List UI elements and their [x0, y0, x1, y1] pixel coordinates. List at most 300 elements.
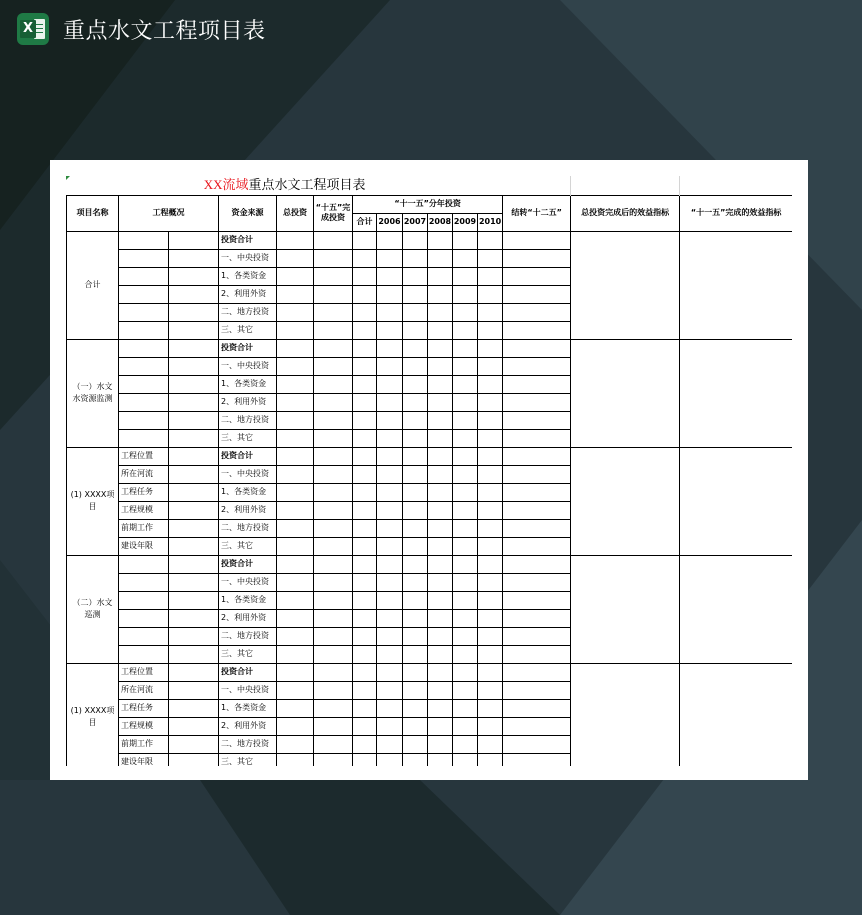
value-cell[interactable] [478, 375, 503, 393]
overview-value-cell[interactable] [169, 465, 219, 483]
value-cell[interactable] [314, 663, 353, 681]
overview-value-cell[interactable] [169, 699, 219, 717]
value-cell[interactable] [314, 735, 353, 753]
value-cell[interactable] [403, 321, 428, 339]
value-cell[interactable] [314, 609, 353, 627]
value-cell[interactable] [428, 573, 453, 591]
value-cell[interactable] [428, 393, 453, 411]
value-cell[interactable] [314, 231, 353, 249]
value-cell[interactable] [314, 249, 353, 267]
value-cell[interactable] [277, 645, 314, 663]
value-cell[interactable] [377, 609, 403, 627]
value-cell[interactable] [478, 519, 503, 537]
value-cell[interactable] [503, 357, 571, 375]
value-cell[interactable] [377, 663, 403, 681]
overview-value-cell[interactable] [169, 249, 219, 267]
value-cell[interactable] [503, 609, 571, 627]
value-cell[interactable] [314, 465, 353, 483]
effect-11-5-cell[interactable] [680, 231, 792, 339]
effect-11-5-cell[interactable] [680, 663, 792, 766]
value-cell[interactable] [503, 483, 571, 501]
value-cell[interactable] [277, 627, 314, 645]
value-cell[interactable] [403, 681, 428, 699]
value-cell[interactable] [428, 285, 453, 303]
value-cell[interactable] [353, 375, 377, 393]
value-cell[interactable] [314, 285, 353, 303]
value-cell[interactable] [277, 393, 314, 411]
value-cell[interactable] [377, 753, 403, 766]
value-cell[interactable] [277, 555, 314, 573]
value-cell[interactable] [403, 483, 428, 501]
value-cell[interactable] [314, 483, 353, 501]
value-cell[interactable] [377, 681, 403, 699]
value-cell[interactable] [403, 555, 428, 573]
value-cell[interactable] [403, 429, 428, 447]
value-cell[interactable] [314, 393, 353, 411]
value-cell[interactable] [314, 321, 353, 339]
value-cell[interactable] [503, 681, 571, 699]
value-cell[interactable] [403, 591, 428, 609]
value-cell[interactable] [377, 339, 403, 357]
value-cell[interactable] [314, 681, 353, 699]
value-cell[interactable] [503, 537, 571, 555]
value-cell[interactable] [377, 267, 403, 285]
value-cell[interactable] [503, 447, 571, 465]
value-cell[interactable] [428, 753, 453, 766]
value-cell[interactable] [277, 699, 314, 717]
value-cell[interactable] [503, 573, 571, 591]
value-cell[interactable] [503, 231, 571, 249]
value-cell[interactable] [277, 591, 314, 609]
value-cell[interactable] [478, 699, 503, 717]
value-cell[interactable] [403, 663, 428, 681]
value-cell[interactable] [453, 537, 478, 555]
value-cell[interactable] [453, 519, 478, 537]
value-cell[interactable] [277, 285, 314, 303]
overview-value-cell[interactable] [169, 519, 219, 537]
overview-value-cell[interactable] [169, 735, 219, 753]
overview-value-cell[interactable] [169, 501, 219, 519]
value-cell[interactable] [277, 231, 314, 249]
value-cell[interactable] [377, 393, 403, 411]
value-cell[interactable] [503, 699, 571, 717]
value-cell[interactable] [503, 321, 571, 339]
value-cell[interactable] [377, 537, 403, 555]
value-cell[interactable] [403, 717, 428, 735]
value-cell[interactable] [453, 609, 478, 627]
value-cell[interactable] [428, 663, 453, 681]
value-cell[interactable] [503, 627, 571, 645]
value-cell[interactable] [314, 429, 353, 447]
effect-11-5-cell[interactable] [680, 447, 792, 555]
value-cell[interactable] [277, 339, 314, 357]
value-cell[interactable] [314, 357, 353, 375]
value-cell[interactable] [478, 591, 503, 609]
value-cell[interactable] [428, 591, 453, 609]
value-cell[interactable] [428, 321, 453, 339]
value-cell[interactable] [428, 357, 453, 375]
value-cell[interactable] [277, 717, 314, 735]
value-cell[interactable] [503, 645, 571, 663]
value-cell[interactable] [277, 267, 314, 285]
value-cell[interactable] [428, 465, 453, 483]
value-cell[interactable] [428, 339, 453, 357]
value-cell[interactable] [377, 303, 403, 321]
value-cell[interactable] [377, 411, 403, 429]
overview-value-cell[interactable] [169, 447, 219, 465]
value-cell[interactable] [503, 393, 571, 411]
overview-value-cell[interactable] [169, 645, 219, 663]
value-cell[interactable] [503, 267, 571, 285]
value-cell[interactable] [377, 555, 403, 573]
effect-total-cell[interactable] [571, 447, 680, 555]
value-cell[interactable] [277, 429, 314, 447]
value-cell[interactable] [478, 573, 503, 591]
value-cell[interactable] [353, 231, 377, 249]
value-cell[interactable] [478, 231, 503, 249]
value-cell[interactable] [453, 393, 478, 411]
value-cell[interactable] [453, 303, 478, 321]
overview-value-cell[interactable] [169, 303, 219, 321]
value-cell[interactable] [453, 573, 478, 591]
value-cell[interactable] [353, 321, 377, 339]
value-cell[interactable] [403, 753, 428, 766]
value-cell[interactable] [428, 735, 453, 753]
value-cell[interactable] [428, 537, 453, 555]
value-cell[interactable] [377, 735, 403, 753]
value-cell[interactable] [428, 249, 453, 267]
value-cell[interactable] [403, 285, 428, 303]
value-cell[interactable] [478, 267, 503, 285]
value-cell[interactable] [277, 483, 314, 501]
effect-11-5-cell[interactable] [680, 555, 792, 663]
effect-total-cell[interactable] [571, 231, 680, 339]
value-cell[interactable] [353, 663, 377, 681]
value-cell[interactable] [353, 357, 377, 375]
value-cell[interactable] [478, 411, 503, 429]
value-cell[interactable] [277, 465, 314, 483]
value-cell[interactable] [453, 699, 478, 717]
value-cell[interactable] [403, 501, 428, 519]
value-cell[interactable] [453, 285, 478, 303]
value-cell[interactable] [428, 681, 453, 699]
value-cell[interactable] [277, 357, 314, 375]
value-cell[interactable] [377, 591, 403, 609]
value-cell[interactable] [478, 735, 503, 753]
value-cell[interactable] [403, 519, 428, 537]
value-cell[interactable] [403, 699, 428, 717]
value-cell[interactable] [453, 357, 478, 375]
value-cell[interactable] [377, 645, 403, 663]
value-cell[interactable] [353, 573, 377, 591]
value-cell[interactable] [353, 699, 377, 717]
value-cell[interactable] [353, 411, 377, 429]
value-cell[interactable] [428, 501, 453, 519]
value-cell[interactable] [353, 735, 377, 753]
value-cell[interactable] [453, 627, 478, 645]
value-cell[interactable] [377, 357, 403, 375]
overview-value-cell[interactable] [169, 429, 219, 447]
value-cell[interactable] [428, 717, 453, 735]
value-cell[interactable] [353, 717, 377, 735]
value-cell[interactable] [428, 303, 453, 321]
value-cell[interactable] [314, 573, 353, 591]
value-cell[interactable] [478, 429, 503, 447]
value-cell[interactable] [353, 555, 377, 573]
value-cell[interactable] [377, 483, 403, 501]
value-cell[interactable] [428, 645, 453, 663]
value-cell[interactable] [453, 267, 478, 285]
value-cell[interactable] [453, 753, 478, 766]
value-cell[interactable] [277, 501, 314, 519]
value-cell[interactable] [453, 591, 478, 609]
value-cell[interactable] [277, 753, 314, 766]
value-cell[interactable] [314, 717, 353, 735]
overview-value-cell[interactable] [169, 717, 219, 735]
value-cell[interactable] [377, 285, 403, 303]
value-cell[interactable] [428, 447, 453, 465]
value-cell[interactable] [314, 699, 353, 717]
value-cell[interactable] [453, 717, 478, 735]
value-cell[interactable] [453, 411, 478, 429]
value-cell[interactable] [377, 519, 403, 537]
effect-11-5-cell[interactable] [680, 339, 792, 447]
value-cell[interactable] [353, 537, 377, 555]
value-cell[interactable] [314, 411, 353, 429]
value-cell[interactable] [478, 753, 503, 766]
value-cell[interactable] [277, 375, 314, 393]
overview-value-cell[interactable] [169, 591, 219, 609]
value-cell[interactable] [503, 375, 571, 393]
value-cell[interactable] [403, 303, 428, 321]
value-cell[interactable] [453, 321, 478, 339]
value-cell[interactable] [403, 447, 428, 465]
value-cell[interactable] [428, 519, 453, 537]
value-cell[interactable] [403, 357, 428, 375]
value-cell[interactable] [428, 627, 453, 645]
value-cell[interactable] [277, 447, 314, 465]
value-cell[interactable] [377, 231, 403, 249]
effect-total-cell[interactable] [571, 663, 680, 766]
value-cell[interactable] [277, 519, 314, 537]
value-cell[interactable] [277, 663, 314, 681]
value-cell[interactable] [503, 753, 571, 766]
value-cell[interactable] [314, 267, 353, 285]
value-cell[interactable] [403, 573, 428, 591]
value-cell[interactable] [453, 429, 478, 447]
value-cell[interactable] [403, 339, 428, 357]
value-cell[interactable] [428, 699, 453, 717]
value-cell[interactable] [314, 753, 353, 766]
value-cell[interactable] [403, 645, 428, 663]
value-cell[interactable] [478, 681, 503, 699]
overview-value-cell[interactable] [169, 483, 219, 501]
value-cell[interactable] [353, 267, 377, 285]
value-cell[interactable] [453, 483, 478, 501]
value-cell[interactable] [503, 339, 571, 357]
value-cell[interactable] [403, 249, 428, 267]
value-cell[interactable] [503, 501, 571, 519]
value-cell[interactable] [353, 519, 377, 537]
overview-value-cell[interactable] [169, 609, 219, 627]
value-cell[interactable] [478, 627, 503, 645]
value-cell[interactable] [353, 465, 377, 483]
value-cell[interactable] [314, 555, 353, 573]
value-cell[interactable] [478, 537, 503, 555]
value-cell[interactable] [453, 249, 478, 267]
value-cell[interactable] [478, 717, 503, 735]
overview-value-cell[interactable] [169, 393, 219, 411]
value-cell[interactable] [478, 321, 503, 339]
value-cell[interactable] [503, 465, 571, 483]
value-cell[interactable] [353, 285, 377, 303]
value-cell[interactable] [277, 303, 314, 321]
value-cell[interactable] [428, 555, 453, 573]
effect-total-cell[interactable] [571, 339, 680, 447]
overview-value-cell[interactable] [169, 753, 219, 766]
value-cell[interactable] [428, 375, 453, 393]
value-cell[interactable] [377, 249, 403, 267]
value-cell[interactable] [314, 627, 353, 645]
value-cell[interactable] [403, 537, 428, 555]
value-cell[interactable] [277, 681, 314, 699]
overview-value-cell[interactable] [169, 537, 219, 555]
value-cell[interactable] [277, 735, 314, 753]
value-cell[interactable] [353, 393, 377, 411]
value-cell[interactable] [353, 609, 377, 627]
value-cell[interactable] [503, 411, 571, 429]
value-cell[interactable] [503, 249, 571, 267]
value-cell[interactable] [353, 303, 377, 321]
overview-value-cell[interactable] [169, 681, 219, 699]
value-cell[interactable] [377, 447, 403, 465]
value-cell[interactable] [428, 483, 453, 501]
value-cell[interactable] [403, 609, 428, 627]
value-cell[interactable] [353, 501, 377, 519]
value-cell[interactable] [428, 231, 453, 249]
value-cell[interactable] [478, 645, 503, 663]
value-cell[interactable] [353, 483, 377, 501]
value-cell[interactable] [277, 537, 314, 555]
value-cell[interactable] [277, 321, 314, 339]
overview-value-cell[interactable] [169, 339, 219, 357]
value-cell[interactable] [403, 393, 428, 411]
value-cell[interactable] [478, 465, 503, 483]
value-cell[interactable] [503, 717, 571, 735]
effect-total-cell[interactable] [571, 555, 680, 663]
value-cell[interactable] [277, 609, 314, 627]
value-cell[interactable] [478, 357, 503, 375]
value-cell[interactable] [478, 663, 503, 681]
value-cell[interactable] [453, 663, 478, 681]
value-cell[interactable] [403, 627, 428, 645]
value-cell[interactable] [353, 681, 377, 699]
value-cell[interactable] [277, 249, 314, 267]
value-cell[interactable] [314, 537, 353, 555]
value-cell[interactable] [403, 411, 428, 429]
value-cell[interactable] [403, 735, 428, 753]
value-cell[interactable] [314, 447, 353, 465]
value-cell[interactable] [503, 591, 571, 609]
overview-value-cell[interactable] [169, 375, 219, 393]
value-cell[interactable] [428, 609, 453, 627]
overview-value-cell[interactable] [169, 573, 219, 591]
value-cell[interactable] [277, 411, 314, 429]
value-cell[interactable] [503, 663, 571, 681]
value-cell[interactable] [277, 573, 314, 591]
value-cell[interactable] [503, 429, 571, 447]
value-cell[interactable] [453, 231, 478, 249]
value-cell[interactable] [314, 645, 353, 663]
value-cell[interactable] [478, 285, 503, 303]
value-cell[interactable] [453, 555, 478, 573]
overview-value-cell[interactable] [169, 285, 219, 303]
value-cell[interactable] [403, 465, 428, 483]
value-cell[interactable] [353, 627, 377, 645]
value-cell[interactable] [314, 339, 353, 357]
value-cell[interactable] [428, 411, 453, 429]
overview-value-cell[interactable] [169, 321, 219, 339]
value-cell[interactable] [478, 339, 503, 357]
value-cell[interactable] [403, 375, 428, 393]
value-cell[interactable] [314, 303, 353, 321]
overview-value-cell[interactable] [169, 555, 219, 573]
value-cell[interactable] [453, 339, 478, 357]
value-cell[interactable] [353, 645, 377, 663]
value-cell[interactable] [353, 429, 377, 447]
value-cell[interactable] [377, 699, 403, 717]
value-cell[interactable] [377, 501, 403, 519]
value-cell[interactable] [478, 303, 503, 321]
value-cell[interactable] [353, 249, 377, 267]
value-cell[interactable] [503, 303, 571, 321]
overview-value-cell[interactable] [169, 627, 219, 645]
value-cell[interactable] [353, 339, 377, 357]
value-cell[interactable] [353, 591, 377, 609]
value-cell[interactable] [353, 753, 377, 766]
value-cell[interactable] [503, 519, 571, 537]
value-cell[interactable] [353, 447, 377, 465]
value-cell[interactable] [478, 501, 503, 519]
value-cell[interactable] [377, 375, 403, 393]
value-cell[interactable] [478, 609, 503, 627]
value-cell[interactable] [377, 321, 403, 339]
value-cell[interactable] [377, 627, 403, 645]
value-cell[interactable] [478, 249, 503, 267]
value-cell[interactable] [503, 735, 571, 753]
value-cell[interactable] [403, 231, 428, 249]
value-cell[interactable] [478, 393, 503, 411]
value-cell[interactable] [503, 555, 571, 573]
value-cell[interactable] [377, 465, 403, 483]
overview-value-cell[interactable] [169, 663, 219, 681]
value-cell[interactable] [453, 735, 478, 753]
value-cell[interactable] [453, 375, 478, 393]
value-cell[interactable] [453, 501, 478, 519]
value-cell[interactable] [503, 285, 571, 303]
value-cell[interactable] [453, 447, 478, 465]
value-cell[interactable] [377, 429, 403, 447]
overview-value-cell[interactable] [169, 357, 219, 375]
value-cell[interactable] [478, 483, 503, 501]
value-cell[interactable] [478, 555, 503, 573]
overview-value-cell[interactable] [169, 267, 219, 285]
value-cell[interactable] [314, 375, 353, 393]
value-cell[interactable] [403, 267, 428, 285]
value-cell[interactable] [314, 501, 353, 519]
value-cell[interactable] [377, 573, 403, 591]
overview-value-cell[interactable] [169, 411, 219, 429]
